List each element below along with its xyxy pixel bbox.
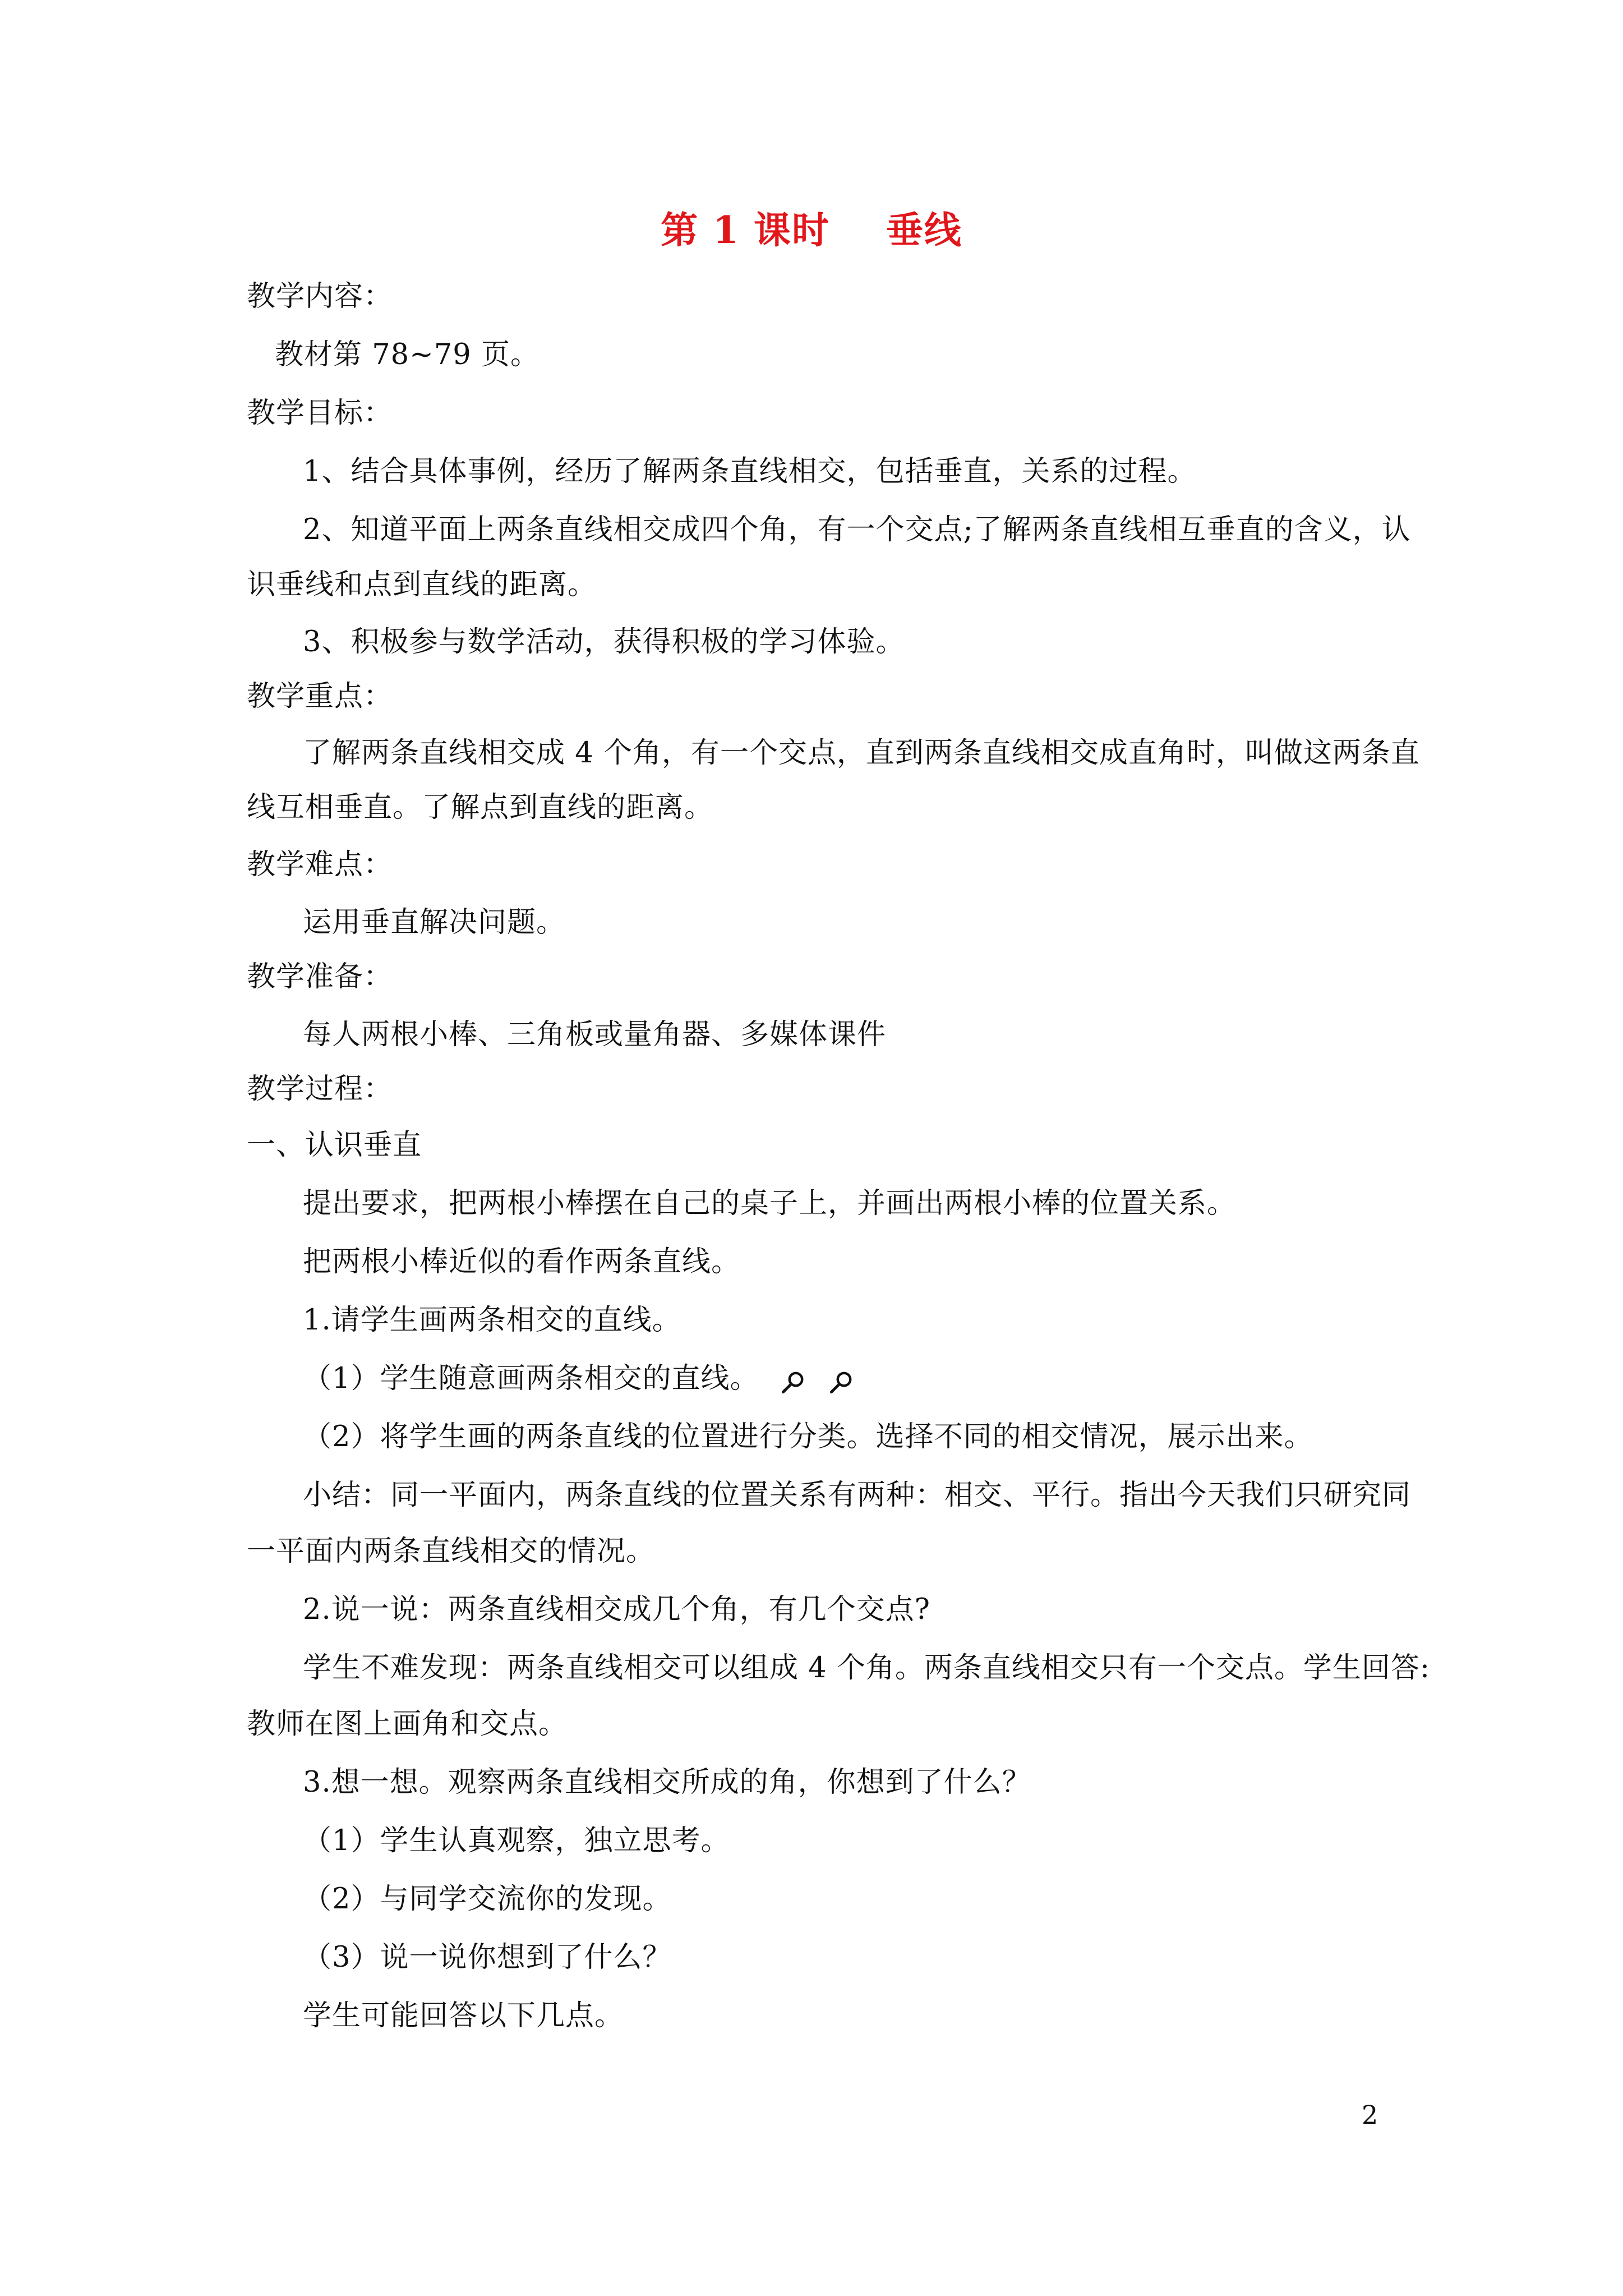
objective-2-line-2: 识垂线和点到直线的距离。 bbox=[247, 568, 597, 601]
magnifier-icons bbox=[779, 1360, 875, 1401]
section-heading-key-points: 教学重点： bbox=[247, 680, 393, 713]
key-points-line-2: 线互相垂直。了解点到直线的距离。 bbox=[247, 791, 714, 824]
step-3-2-text: （2）与同学交流你的发现。 bbox=[303, 1883, 672, 1916]
summary-line-1: 小结：同一平面内，两条直线的位置关系有两种：相交、平行。指出今天我们只研究同 bbox=[303, 1479, 1412, 1512]
step-3-heading: 3.想一想。观察两条直线相交所成的角，你想到了什么？ bbox=[303, 1766, 1031, 1799]
step-3-1-text: （1）学生认真观察，独立思考。 bbox=[303, 1824, 730, 1857]
step-2-text-line-2: 教师在图上画角和交点。 bbox=[247, 1708, 568, 1741]
process-text-2: 把两根小棒近似的看作两条直线。 bbox=[303, 1245, 741, 1278]
section-heading-objectives: 教学目标： bbox=[247, 397, 393, 430]
part-one-heading: 一、认识垂直 bbox=[247, 1129, 422, 1162]
difficulties-text: 运用垂直解决问题。 bbox=[303, 906, 566, 939]
magnifier-icon bbox=[779, 1368, 807, 1396]
section-heading-process: 教学过程： bbox=[247, 1073, 393, 1106]
lesson-title: 第 1 课时 垂线 bbox=[661, 208, 962, 252]
page-number: 2 bbox=[1362, 2100, 1378, 2130]
magnifier-icon bbox=[827, 1368, 855, 1396]
step-1-heading: 1.请学生画两条相交的直线。 bbox=[303, 1304, 681, 1337]
preparation-text: 每人两根小棒、三角板或量角器、多媒体课件 bbox=[303, 1018, 887, 1051]
objective-2-line-1: 2、知道平面上两条直线相交成四个角，有一个交点;了解两条直线相互垂直的含义，认 bbox=[303, 513, 1411, 546]
summary-line-2: 一平面内两条直线相交的情况。 bbox=[247, 1535, 656, 1568]
section-heading-content: 教学内容： bbox=[247, 280, 393, 313]
step-1-1-text: （1）学生随意画两条相交的直线。 bbox=[303, 1362, 759, 1395]
objective-3: 3、积极参与数学活动，获得积极的学习体验。 bbox=[303, 625, 905, 659]
section-heading-preparation: 教学准备： bbox=[247, 960, 393, 993]
step-3-3-text: （3）说一说你想到了什么？ bbox=[303, 1941, 672, 1974]
step-3-answer-text: 学生可能回答以下几点。 bbox=[303, 1999, 624, 2032]
content-text: 教材第 78~79 页。 bbox=[275, 338, 540, 371]
key-points-line-1: 了解两条直线相交成 4 个角，有一个交点，直到两条直线相交成直角时，叫做这两条直 bbox=[303, 737, 1420, 770]
step-1-1-row bbox=[303, 1359, 875, 1401]
step-2-heading: 2.说一说：两条直线相交成几个角，有几个交点? bbox=[303, 1593, 931, 1626]
process-text-1: 提出要求，把两根小棒摆在自己的桌子上，并画出两根小棒的位置关系。 bbox=[303, 1187, 1237, 1220]
step-1-2-text: （2）将学生画的两条直线的位置进行分类。选择不同的相交情况，展示出来。 bbox=[303, 1420, 1313, 1453]
section-heading-difficulties: 教学难点： bbox=[247, 848, 393, 881]
step-2-text-line-1: 学生不难发现：两条直线相交可以组成 4 个角。两条直线相交只有一个交点。学生回答: bbox=[303, 1651, 1431, 1685]
objective-1: 1、结合具体事例，经历了解两条直线相交，包括垂直，关系的过程。 bbox=[303, 455, 1197, 488]
